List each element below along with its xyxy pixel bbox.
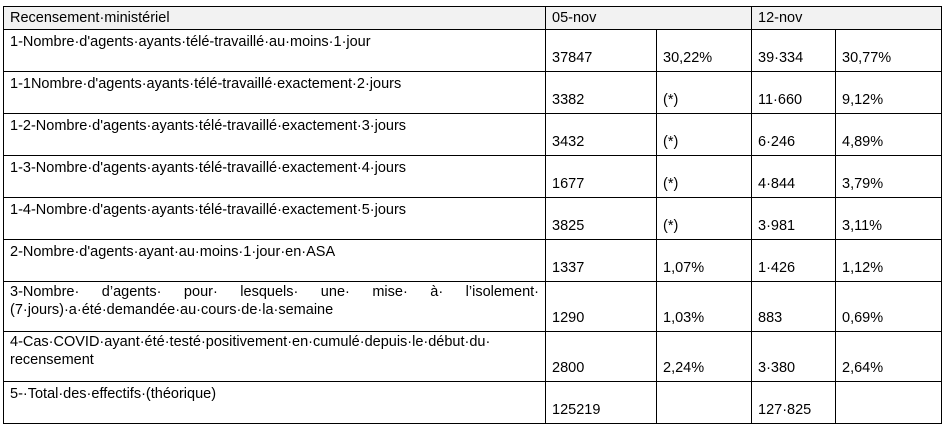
value-date-1: 125219 [546,382,657,424]
row-label: 4-Cas·COVID·ayant·été·testé·positivement·en·cumulé·depuis·le·début·du· recensement [4,332,546,382]
value-date-1: 1290 [546,282,657,332]
value-date-1: 1337 [546,240,657,282]
header-date-1: 05-nov [546,7,752,30]
percent-date-1: (*) [657,198,752,240]
value-date-2: 1·426 [752,240,836,282]
value-date-2: 39·334 [752,30,836,72]
percent-date-1: (*) [657,114,752,156]
percent-date-1: 1,07% [657,240,752,282]
percent-date-2: 9,12% [836,72,942,114]
row-label: 1-1Nombre·d'agents·ayants·télé-travaillé·exactement·2·jours [4,72,546,114]
row-label: 1-Nombre·d'agents·ayants·télé-travaillé·au·moins·1·jour [4,30,546,72]
table-row [4,114,942,156]
percent-date-1: (*) [657,72,752,114]
header-label: Recensement·ministériel [4,7,546,30]
header-row [4,7,942,30]
value-date-1: 2800 [546,332,657,382]
value-date-1: 3432 [546,114,657,156]
percent-date-1: (*) [657,156,752,198]
row-label: 1-2-Nombre·d'agents·ayants·télé-travaillé·exactement·3·jours [4,114,546,156]
percent-date-2: 3,11% [836,198,942,240]
census-table [3,6,942,424]
row-label: 1-4-Nombre·d'agents·ayants·télé-travaillé·exactement·5·jours [4,198,546,240]
row-label: 2-Nombre·d'agents·ayant·au·moins·1·jour·en·ASA [4,240,546,282]
table-row [4,240,942,282]
value-date-2: 11·660 [752,72,836,114]
value-date-2: 3·380 [752,332,836,382]
row-label: 3-Nombre· d’agents· pour· lesquels· une· mise· à· l’isolement· (7·jours)·a·été·demandée·au·cours·de·la·semaine [4,282,546,332]
value-date-2: 3·981 [752,198,836,240]
value-date-2: 127·825 [752,382,836,424]
table-row [4,156,942,198]
percent-date-2: 30,77% [836,30,942,72]
value-date-1: 1677 [546,156,657,198]
percent-date-2: 4,89% [836,114,942,156]
header-date-2: 12-nov [752,7,942,30]
percent-date-1: 1,03% [657,282,752,332]
value-date-2: 4·844 [752,156,836,198]
table-row [4,332,942,382]
percent-date-2: 1,12% [836,240,942,282]
value-date-2: 6·246 [752,114,836,156]
value-date-1: 3382 [546,72,657,114]
value-date-1: 37847 [546,30,657,72]
table-row [4,282,942,332]
table-row [4,72,942,114]
percent-date-2: 3,79% [836,156,942,198]
percent-date-2: 2,64% [836,332,942,382]
row-label: 5-·Total·des·effectifs·(théorique) [4,382,546,424]
percent-date-2: 0,69% [836,282,942,332]
value-date-2: 883 [752,282,836,332]
percent-date-1: 2,24% [657,332,752,382]
percent-date-1: 30,22% [657,30,752,72]
table-row [4,198,942,240]
value-date-1: 3825 [546,198,657,240]
table-row [4,30,942,72]
row-label: 1-3-Nombre·d'agents·ayants·télé-travaillé·exactement·4·jours [4,156,546,198]
